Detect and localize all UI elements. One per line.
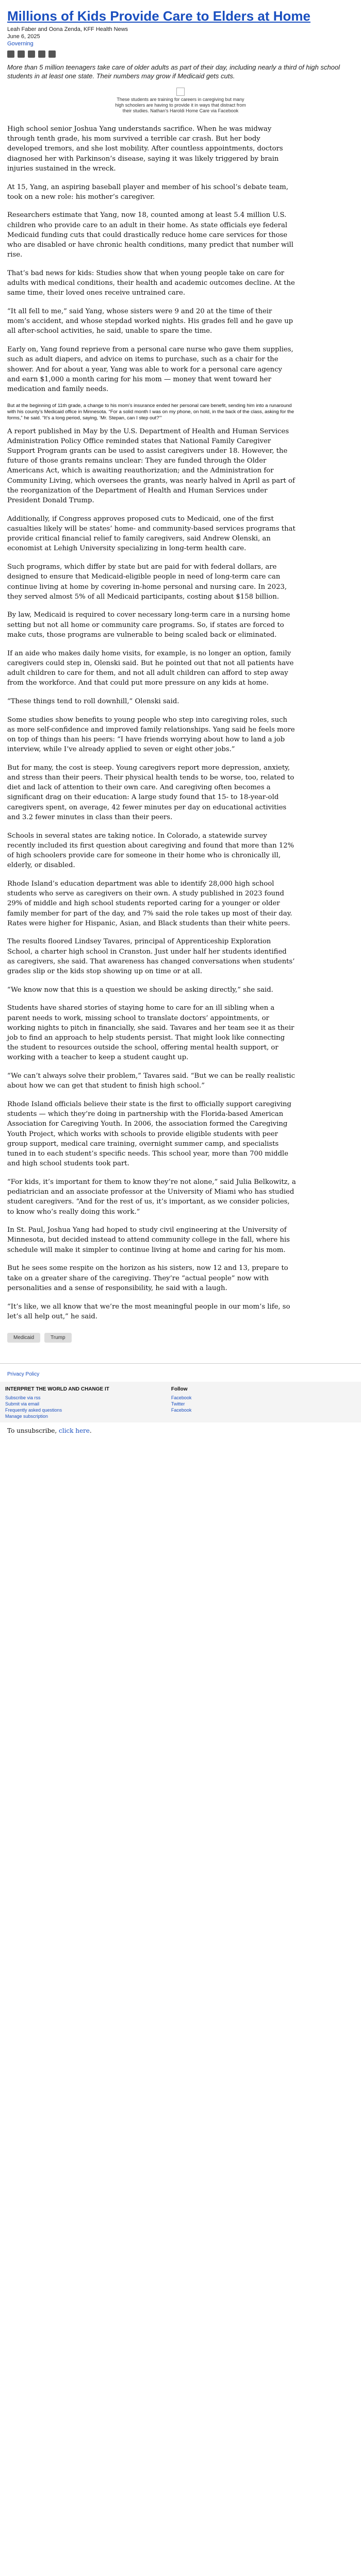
paragraph: “It’s like, we all know that we’re the most meaningful people in our mom’s life, so let’s all help out,” he said. [7, 1302, 290, 1320]
paragraph: Schools in several states are taking notice. In Colorado, a statewide survey recently included its first question about caregiving and found that more than 12% of high schoolers provide care for someone in their home who is chronically ill, elderly, or disabled. [7, 832, 294, 870]
byline [7, 26, 354, 47]
paragraph: Such programs, which differ by state but are paid for with federal dollars, are designed to ensure that Medicaid-eligible people in need of long-term care can continue living at home by covering in-home personal and nursing care. In 2023, they served almost 5% of all Medicaid participants, costing about $158 billion. [7, 563, 287, 601]
tag-trump[interactable]: Trump [44, 1333, 72, 1343]
facebook-icon[interactable] [7, 50, 14, 58]
unsubscribe-line [7, 1428, 354, 1434]
paragraph: But he sees some respite on the horizon as his sisters, now 12 and 13, prepare to take on a greater share of the caregiving. They’re “actual people” now with personalities and a sense of responsibility, he said with a laugh. [7, 1264, 288, 1292]
footer-link[interactable]: Submit via email [5, 1401, 40, 1406]
date: June 6, 2025 [7, 33, 40, 40]
article-intro: More than 5 million teenagers take care of older adults as part of their day, including nearly a third of high school students in at least one state. Their numbers may grow if Medicaid gets cuts. [7, 63, 340, 80]
footer-brand: INTERPRET THE WORLD AND CHANGE IT [5, 1386, 109, 1392]
unsubscribe-prefix: To unsubscribe, [7, 1427, 59, 1434]
paragraph: High school senior Joshua Yang understands sacrifice. When he was midway through tenth grade, his mom survived a terrible car crash. But her body developed tremors, and she lost mobility. After countless appointments, doctors diagnosed her with Parkinson’s disease, saying it was likely triggered by brain injuries sustained in the wreck. [7, 125, 283, 173]
unsubscribe-suffix: . [89, 1427, 92, 1434]
linkedin-icon[interactable] [28, 50, 35, 58]
share-icons [7, 50, 354, 58]
section-link[interactable]: Governing [7, 41, 34, 47]
paragraph: The results floored Lindsey Tavares, principal of Apprenticeship Exploration School, a charter high school in Cranston. Just under half her students identified as caregivers, she said. That awareness has changed conversations when students’ grades slip or the kids stop showing up on time or at all. [7, 938, 295, 976]
paragraph: In St. Paul, Joshua Yang had hoped to study civil engineering at the University of Minnesota, but decided instead to attend community college in the fall, where his schedule will make it simpler to continue living at home and caring for his mom. [7, 1226, 290, 1254]
privacy-policy-link[interactable]: Privacy Policy [7, 1371, 40, 1377]
email-icon[interactable] [38, 50, 45, 58]
article-body-part1 [7, 124, 354, 394]
footer-link[interactable]: Frequently asked questions [5, 1407, 62, 1413]
paragraph: “It all fell to me,” said Yang, whose sisters were 9 and 20 at the time of their mom’s accident, and whose stepdad worked nights. His grades fell and he gave up all after-school activities, he said, unable to spare the time. [7, 308, 293, 335]
footer-col-2 [171, 1385, 192, 1419]
pull-quote: But at the beginning of 11th grade, a change to his mom’s insurance ended her personal care benefit, sending him into a runaround with his county’s Medicaid office in Minnesota. “For a solid month I was on my phone, on hold, in the back of the class, asking for the forms,” he said. “It’s a long period, saying, ‘Mr. Stepan, can I step out?’” [7, 402, 294, 421]
paragraph: But for many, the cost is steep. Young caregivers report more depression, anxiety, and stress than their peers. Their physical health tends to be worse, too, related to diet and lack of attention to their own care. And caregiving often becomes a significant drag on their education: A large study found that 15- to 18-year-old caregivers spent, on average, 42 fewer minutes per day on educational activities and 3.2 fewer minutes in class than their peers. [7, 764, 294, 821]
footer-social-link[interactable]: Facebook [171, 1407, 192, 1413]
twitter-icon[interactable] [18, 50, 25, 58]
paragraph: Students have shared stories of staying home to care for an ill sibling when a parent needs to work, missing school to translate doctors’ appointments, or working nights to pitch in financially, she said. Tavares and her team see it as their job to find an approach to help students persist. That might look like connecting the student to resources outside the school, offering mental health support, or working with a teacher to keep a student caught up. [7, 1004, 294, 1062]
article-figure [7, 88, 354, 114]
paragraph: By law, Medicaid is required to cover necessary long-term care in a nursing home setting but not all home or community care programs. So, if states are forced to make cuts, those programs are vulnerable to being scaled back or eliminated. [7, 611, 290, 639]
paragraph: “For kids, it’s important for them to know they’re not alone,” said Julia Belkowitz, a pediatrician and an associate professor at the University of Miami who has studied student caregivers. “And for the rest of us, it’s important, as we consider policies, to know who’s really doing this work.” [7, 1178, 296, 1216]
tag-medicaid[interactable]: Medicaid [7, 1333, 40, 1343]
paragraph: Researchers estimate that Yang, now 18, counted among at least 5.4 million U.S. children who provide care to an adult in their home. As state officials eye federal Medicaid funding cuts that could drastically reduce home care services for those who are disabled or have chronic health conditions, many predict that number will rise. [7, 211, 293, 259]
paragraph: If an aide who makes daily home visits, for example, is no longer an option, family caregivers could step in, Olenski said. But he pointed out that not all patients have adult children to care for them, and not all adult children can afford to step away from the workforce. And that could put more pressure on any kids at home. [7, 649, 294, 687]
paragraph: A report published in May by the U.S. Department of Health and Human Services Administration Policy Office reminded states that National Family Caregiver Support Program grants can be used to assist caregivers under 18. However, the future of those grants remains unclear: They are funded through the Older Americans Act, which is awaiting reauthorization; and the Administration for Community Living, which oversees the grants, was nearly halved in April as part of the reorganization of the Department of Health and Human Services under President Donald Trump. [7, 427, 295, 505]
print-icon[interactable] [48, 50, 56, 58]
unsubscribe-link[interactable]: click here [59, 1427, 90, 1434]
footer-social-link[interactable]: Twitter [171, 1401, 185, 1406]
paragraph: Early on, Yang found reprieve from a personal care nurse who gave them supplies, such as adult diapers, and advice on items to purchase, such as a chair for the shower. And for about a year, Yang was able to work for a personal care agency and earn $1,000 a month caring for his mom — money that went toward her medication and family needs. [7, 346, 293, 393]
broken-image-icon [176, 88, 185, 96]
footer-follow-heading: Follow [171, 1386, 188, 1392]
footer-social-link[interactable]: Facebook [171, 1395, 192, 1400]
footer-link[interactable]: Manage subscription [5, 1413, 48, 1419]
footer-link[interactable]: Subscribe via rss [5, 1395, 41, 1400]
paragraph: “We know now that this is a question we should be asking directly,” she said. [7, 986, 273, 994]
paragraph: Rhode Island’s education department was able to identify 28,000 high school students who serve as caregivers on their own. A study published in 2023 found 29% of middle and high school students reported caring for a younger or older family member for part of the day, and 7% said the role takes up most of their day. Rates were higher for Hispanic, Asian, and Black students than their white peers. [7, 879, 292, 927]
footer-col-1 [5, 1385, 109, 1419]
tag-list [7, 1333, 354, 1343]
article-title[interactable]: Millions of Kids Provide Care to Elders at Home [7, 8, 311, 24]
footer [0, 1363, 361, 1439]
image-caption: These students are training for careers in caregiving but many high schoolers are having to provide it in ways that distract from their studies. Nathan’s Haroldi Home Care via Facebook [115, 97, 246, 113]
paragraph: Rhode Island officials believe their state is the first to officially support caregiving students — which they’re doing in partnership with the Florida-based American Association for Caregiving Youth. In 2006, the association formed the Caregiving Youth Project, which works with schools to provide eligible students with peer group support, medical care training, overnight summer camp, and specialists tuned in to each student’s specific needs. This school year, more than 700 middle and high school students took part. [7, 1100, 291, 1168]
paragraph: “These things tend to roll downhill,” Olenski said. [7, 697, 179, 705]
paragraph: Additionally, if Congress approves proposed cuts to Medicaid, one of the first casualties likely will be states’ home- and community-based services programs that provide critical financial relief to family caregivers, said Andrew Olenski, an economist at Lehigh University specializing in long-term health care. [7, 515, 296, 553]
author: Leah Faber and Oona Zenda, KFF Health News [7, 26, 128, 32]
footer-band [0, 1382, 361, 1422]
paragraph: “We can’t always solve their problem,” Tavares said. “But we can be really realistic about how we can get that student to finish high school.” [7, 1072, 295, 1090]
paragraph: Some studies show benefits to young people who step into caregiving roles, such as more self-confidence and improved family relationships. Yang said he feels more on top of things than his peers: “I have friends worrying about how to land a job interview, while I’ve already applied to seven or eight other jobs.” [7, 716, 295, 754]
paragraph: That’s bad news for kids: Studies show that when young people take on care for adults with medical conditions, their health and academic outcomes decline. At the same time, their loved ones receive untrained care. [7, 269, 295, 297]
article-body-part2 [7, 427, 354, 1321]
paragraph: At 15, Yang, an aspiring baseball player and member of his school’s debate team, took on a new role: his mother’s caregiver. [7, 183, 289, 201]
